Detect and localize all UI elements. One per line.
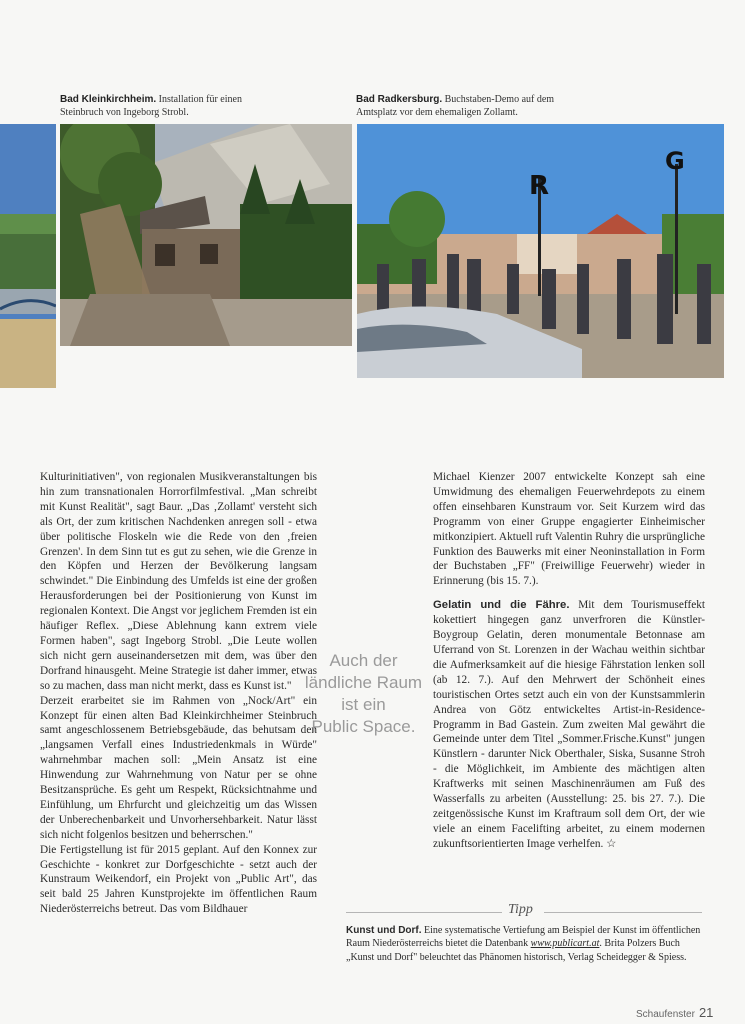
caption-left [60,93,250,119]
pull-quote-line-4: Public Space. [311,717,416,736]
photo-letter-g: G [665,147,685,175]
demo-image [357,124,724,378]
tipp-link[interactable]: www.publicart.at [530,938,600,950]
river-crop-image [0,124,56,388]
tipp-divider-left [346,912,502,913]
tipp-heading: Tipp [508,902,533,917]
photo-letter-demo [357,124,724,378]
right-paragraph-1: Michael Kienzer 2007 entwickelte Konzept sah eine Umwidmung des ehemaligen Feuerwehrdepots zu einem offen einsehbaren Kunstraum vor. Seit Kurzem wird das Programm von einer Gruppe engagierter Einheimischer mitkonzipiert. Aktuell ruft Valentin Ruhry die ursprüngliche Funktion des Bauwerks mit einer Neoninstallation in Form der Buchstaben „FF" (Freiwillige Feuerwehr) wieder in Erinnerung (bis 15. 7.). [433,471,705,588]
tipp-divider-right [544,912,702,913]
magazine-name: Schaufenster [636,1009,695,1020]
left-paragraph-3: Die Fertigstellung ist für 2015 geplant. Auf den Konnex zur Geschichte - konkret zur Dorfgeschichte - setzt auch der Kunstraum Weikendorf, ein Projekt von „Public Art", das seit bald 25 Jahren Kunstprojekte im öffentlichen Raum Niederösterreichs betreut. Das vom Bildhauer [40,843,317,916]
tipp-text-part-1: Eine systematische Vertiefung am Beispiel der Kunst im öffentlichen Raum Niederösterreichs bietet die Datenbank [346,925,701,950]
caption-left-title: Bad Kleinkirchheim. [60,94,157,105]
left-paragraph-1: Kulturinitiativen", von regionalen Musikveranstaltungen bis hin zum transnationalen Horrorfilmfestival. „Man schreibt mit Kunst Realität", sagt Baur. „Das ‚Zollamt' versteht sich als Ort, der zum kritischen Nachdenken anregen soll - etwa über politische Floskeln wie die Rede von den ‚freien Grenzen'. In dem Sinn tut es gut zu sehen, wie die Grenze in den Köpfen und Herzen der Bevölkerung langsam schwindet." Die Einbindung des Umfelds ist eine der großen Herausforderungen bei der Positionierung von Kunst im regionalen Kontext. Die Angst vor jeglichem Fremden ist ein häufiger Reflex. „Diese Ablehnung kann extrem viele Formen haben", sagt Ingeborg Strobl. „Die Leute wollen sich nicht gern auseinandersetzen mit dem, was über den Dorfrand hinausgeht. Meine Strategie ist daher immer, etwas so zu machen, dass man nicht merkt, dass es Kunst ist." [40,471,317,692]
tipp-title: Kunst und Dorf. [346,925,422,936]
pull-quote-line-3: ist ein [341,695,386,714]
caption-right [356,93,556,119]
pull-quote-line-1: Auch der [329,651,398,670]
article-column-left [40,470,317,917]
pull-quote-line-2: ländliche Raum [304,673,423,692]
page-footer [636,1005,713,1020]
quarry-image [60,124,352,346]
caption-left-text: Installation für einen Steinbruch von Ingeborg Strobl. [60,94,242,118]
pull-quote [296,650,431,738]
page-number: 21 [698,1005,714,1020]
section-heading-gelatin: Gelatin und die Fähre. [433,599,570,612]
article-column-right [433,470,705,852]
photo-quarry [60,124,352,346]
left-paragraph-2: Derzeit erarbeitet sie im Rahmen von „Nock/Art" ein Konzept für einen alten Bad Kleinkirchheimer Steinbruch samt angeschlossenem Betriebsgebäude, das behutsam den „langsamen Verfall eines Industriedenkmals in Würde" wahrnehmbar machen soll: „Mein Ansatz ist eine Hinwendung zur Wahrnehmung von Natur per se ohne Besitzansprüche. Es geht um Respekt, Rücksichtnahme und Einfühlung, um Ehrfurcht und gleichzeitig um das Wissen der Unberechenbarkeit und Unvorhersehbarkeit. Natur lässt sich nicht folgenlos besitzen und beherrschen." [40,694,317,841]
photo-letter-r: R [529,171,550,201]
tipp-text [346,924,702,964]
end-mark-star-icon: ☆ [606,837,617,850]
caption-right-title: Bad Radkersburg. [356,94,443,105]
right-paragraph-2-text: Mit dem Tourismuseffekt kokettiert hingegen ganz unverfroren die Künstler-Boygroup Gelatin, deren monumentale Betonnase am Uferrand von St. Lorenzen in der Wachau weithin sichtbar die Aufmerksamkeit auf die hiesige Fährstation lenken soll (ab 12. 7.). Auf den Mehrwert der Schönheit eines touristischen Ortes setzt auch ein von der Kunstsammlerin Andrea von Götz entwickeltes Artist-in-Residence-Programm in Bad Gastein. Zum zweiten Mal gewährt die Gemeinde unter dem Titel „Sommer.Frische.Kunst" jungen Künstlern - darunter Nick Oberthaler, Siska, Susanne Stroh - die Möglichkeit, im Ambiente des mächtigen alten Kraftwerks mit seinen Maschinenräumen am Fuß des Wasserfalls zu arbeiten (Ausstellung: 25. bis 27. 7.). Die zeitgenössische Kunst im Kraftraum soll dem Ort, der wie viele an einem Facelifting arbeitet, zu einem modernen zukunftsorientierten Image verhelfen. [433,599,706,850]
tipp-text-part-2: . Brita Polzers Buch „Kunst und Dorf" beleuchtet das Phänomen historisch, Verlag Scheidegger & Spiess. [346,938,687,963]
caption-right-text: Buchstaben-Demo auf dem Amtsplatz vor dem ehemaligen Zollamt. [356,94,555,118]
photo-river-crop [0,124,56,388]
right-paragraph-2 [433,598,705,851]
